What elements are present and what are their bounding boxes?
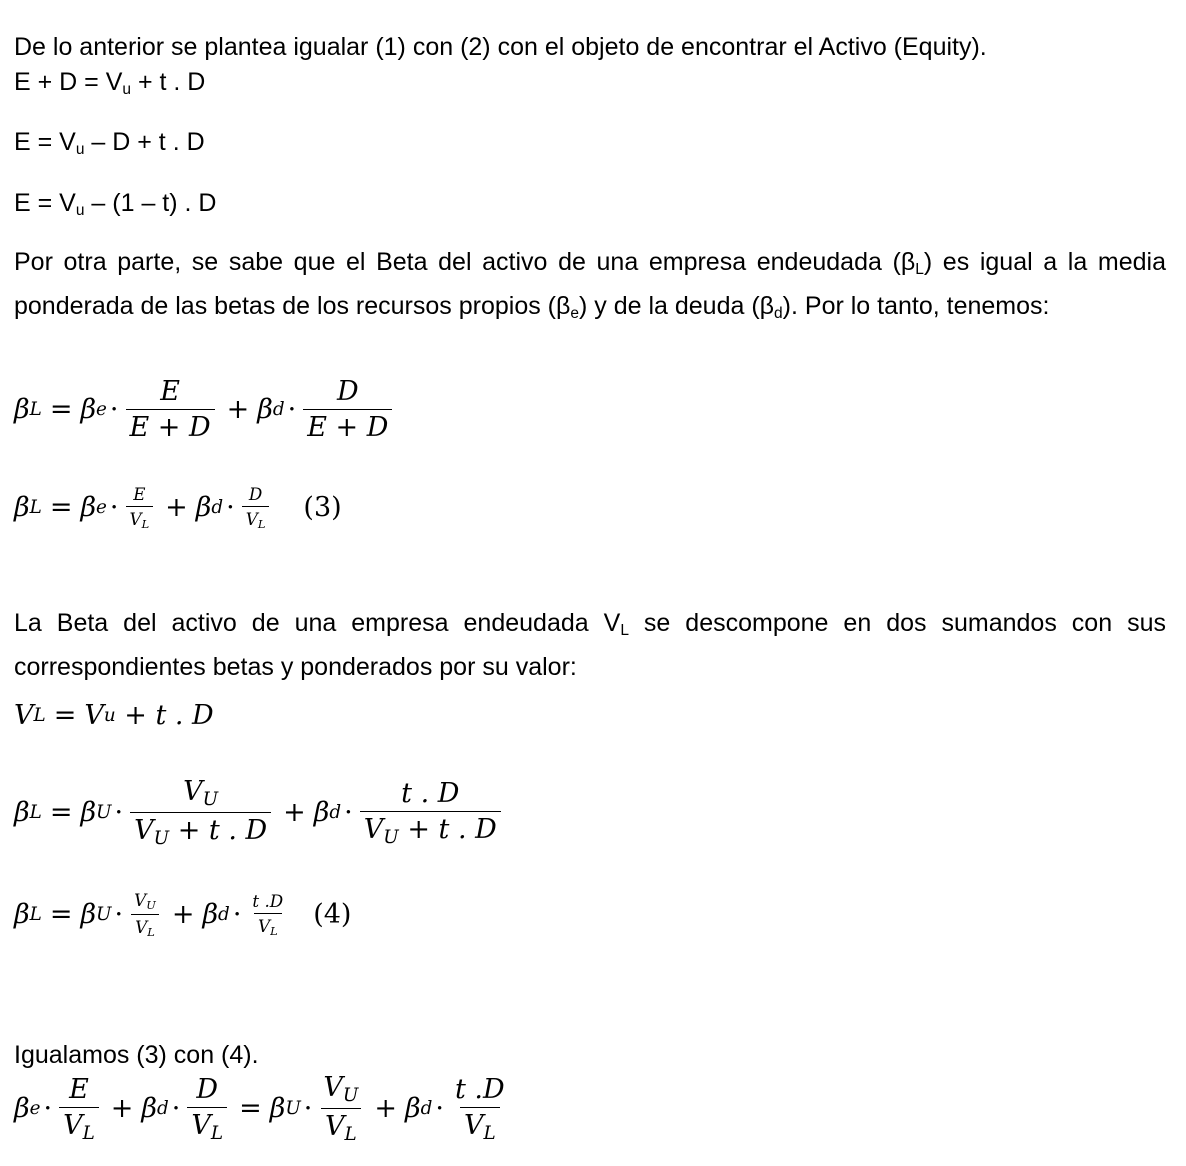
V-symbol: V — [84, 700, 104, 731]
eq1-part-a: E + D = V — [14, 68, 123, 96]
math-final-equality — [14, 1072, 513, 1145]
V-symbol: V — [323, 1072, 343, 1103]
fraction-tD-over-VL — [451, 1074, 509, 1144]
V-symbol: V — [191, 1109, 211, 1141]
equals-sign: = — [49, 899, 73, 931]
sub-U: U — [202, 789, 219, 811]
V-symbol: V — [14, 700, 34, 731]
V-symbol: V — [183, 776, 203, 807]
beta-symbol: β — [257, 394, 273, 425]
denominator — [59, 1107, 99, 1144]
p3-text-a: La Beta del activo de una empresa endeudada V — [14, 609, 621, 637]
eq3-part-a: E = V — [14, 189, 76, 217]
dot-operator: · — [109, 492, 119, 524]
p2-text-d: ). Por lo tanto, tenemos: — [782, 291, 1050, 320]
sub-L: L — [210, 1122, 224, 1144]
plus-t-D: + t . D — [398, 813, 497, 845]
sub-L: L — [141, 517, 150, 532]
V-symbol: V — [63, 1109, 83, 1141]
numerator: E — [69, 1073, 89, 1105]
paragraph-equate — [14, 1037, 259, 1073]
fraction-E-over-VL — [59, 1074, 99, 1144]
p3-text-b: se descompone en dos sumandos con sus correspondientes betas y ponderados por su valor: — [14, 609, 1166, 681]
numerator: t . D — [401, 777, 460, 809]
fraction-E-over-VL — [126, 484, 154, 531]
denominator — [460, 1107, 500, 1144]
eq3-subscript: u — [75, 201, 85, 219]
equation-2 — [14, 124, 205, 168]
numerator — [130, 890, 160, 914]
beta-symbol: β — [202, 899, 219, 931]
math-VL-definition — [14, 700, 214, 731]
math-equation-3 — [14, 484, 342, 531]
dot-operator: · — [109, 394, 119, 425]
dot-operator: · — [114, 899, 124, 931]
plus-sign: + — [374, 1093, 397, 1125]
eq2-part-a: E = V — [14, 128, 76, 156]
numerator: t .D — [454, 1073, 505, 1105]
eq2-part-b: – D + t . D — [84, 128, 205, 156]
sub-L: L — [483, 1122, 496, 1144]
sub-U: U — [383, 826, 399, 848]
numerator — [319, 1072, 362, 1108]
denominator — [242, 506, 270, 531]
equals-sign: = — [53, 700, 77, 731]
sub-d: d — [211, 497, 224, 519]
sub-L: L — [82, 1122, 95, 1144]
V-symbol: V — [134, 815, 154, 847]
sub-L: L — [33, 705, 46, 726]
denominator: E + D — [303, 409, 392, 443]
numerator — [179, 776, 222, 812]
fraction-D-over-VL — [187, 1074, 227, 1144]
sub-L: L — [270, 924, 278, 939]
eq3-part-b: – (1 – t) . D — [84, 189, 217, 217]
paragraph-beta-definition — [14, 244, 1166, 332]
denominator — [126, 506, 154, 531]
beta-symbol: β — [14, 492, 30, 524]
eq2-subscript: u — [75, 140, 85, 158]
sub-d: d — [329, 802, 342, 824]
sub-L: L — [29, 399, 42, 420]
V-symbol: V — [135, 917, 148, 938]
denominator — [130, 812, 271, 849]
V-symbol: V — [325, 1111, 345, 1143]
numerator: D — [337, 376, 359, 407]
denominator: E + D — [126, 409, 215, 443]
denominator — [360, 811, 501, 848]
fraction-tD-over-VL — [248, 891, 287, 938]
equals-sign: = — [49, 394, 73, 425]
sub-U: U — [96, 802, 112, 824]
sub-U: U — [96, 904, 112, 926]
equation-number-3: (3) — [303, 492, 342, 524]
V-symbol: V — [245, 509, 258, 529]
sub-L: L — [29, 497, 42, 519]
sub-d: d — [218, 904, 230, 926]
V-symbol: V — [257, 916, 271, 937]
dot-operator: · — [171, 1093, 181, 1125]
equation-3 — [14, 185, 216, 229]
sub-d: d — [157, 1098, 169, 1120]
equation-number-4: (4) — [313, 899, 352, 931]
dot-operator: · — [43, 1093, 53, 1125]
sub-u: u — [103, 705, 116, 726]
fraction-D-over-E-plus-D — [303, 376, 392, 443]
sub-e: e — [96, 399, 107, 420]
math-equation-4 — [14, 890, 351, 939]
beta-symbol: β — [80, 797, 97, 829]
numerator: D — [196, 1073, 219, 1105]
dot-operator: · — [114, 797, 124, 829]
fraction-VU-over-VU-plus-tD — [130, 776, 271, 849]
equation-1 — [14, 64, 205, 108]
numerator: D — [248, 484, 263, 504]
sub-L: L — [147, 925, 155, 940]
sub-U: U — [342, 1085, 359, 1107]
sub-e: e — [96, 497, 107, 519]
beta-symbol: β — [14, 899, 30, 931]
sub-L: L — [29, 904, 42, 926]
p2-text-b: ) es igual a la media ponderada de las betas de los recursos propios (β — [14, 248, 1166, 320]
beta-symbol: β — [80, 394, 97, 425]
sub-d: d — [272, 399, 285, 420]
denominator — [321, 1108, 361, 1145]
sub-U: U — [146, 898, 156, 913]
p3-sub-L: L — [620, 621, 629, 639]
beta-symbol: β — [80, 492, 97, 524]
plus-sign: + — [226, 394, 250, 425]
fraction-VU-over-VL — [319, 1072, 362, 1145]
equals-sign: = — [239, 1093, 262, 1125]
dot-operator: · — [303, 1093, 313, 1125]
paragraph-intro — [14, 29, 987, 65]
eq1-part-b: + t . D — [131, 68, 206, 96]
sub-L: L — [257, 517, 266, 532]
beta-symbol: β — [313, 797, 330, 829]
numerator: E — [160, 376, 180, 407]
equals-sign: = — [49, 492, 73, 524]
fraction-E-over-E-plus-D — [126, 376, 215, 443]
paragraph-equate-text: Igualamos (3) con (4). — [14, 1041, 259, 1069]
beta-symbol: β — [405, 1093, 421, 1125]
plus-t-D: + t . D — [115, 700, 214, 731]
plus-sign: + — [165, 492, 188, 524]
dot-operator: · — [232, 899, 242, 931]
V-symbol: V — [134, 890, 147, 910]
V-symbol: V — [463, 1109, 484, 1141]
plus-sign: + — [110, 1093, 134, 1125]
dot-operator: · — [435, 1093, 444, 1125]
fraction-tD-over-VU-plus-tD — [360, 778, 501, 848]
sub-d: d — [420, 1098, 433, 1120]
sub-U: U — [285, 1098, 301, 1120]
sub-L: L — [344, 1124, 357, 1146]
beta-symbol: β — [80, 899, 97, 931]
p2-text-c: ) y de la deuda (β — [579, 291, 775, 320]
sub-L: L — [29, 802, 42, 824]
math-beta-weighted-e-plus-d — [14, 376, 396, 443]
p2-sub-d: d — [774, 304, 783, 322]
beta-symbol: β — [14, 1093, 30, 1125]
sub-U: U — [153, 828, 170, 850]
denominator — [131, 914, 159, 939]
p2-sub-L: L — [915, 260, 924, 278]
plus-t-D: + t . D — [169, 815, 268, 847]
dot-operator: · — [344, 797, 353, 829]
paragraph-beta-decomposition — [14, 605, 1166, 685]
eq1-subscript: u — [122, 80, 132, 98]
p2-sub-e: e — [570, 304, 579, 322]
denominator — [254, 913, 282, 938]
beta-symbol: β — [195, 492, 212, 524]
plus-sign: + — [283, 797, 306, 829]
dot-operator: · — [287, 394, 297, 425]
numerator: t .D — [252, 891, 284, 912]
beta-symbol: β — [269, 1093, 286, 1125]
sub-e: e — [29, 1098, 41, 1120]
p2-text-a: Por otra parte, se sabe que el Beta del activo de una empresa endeudada (β — [14, 248, 916, 276]
fraction-D-over-VL — [242, 484, 270, 531]
denominator — [187, 1107, 227, 1144]
plus-sign: + — [171, 899, 195, 931]
math-beta-weighted-VU — [14, 776, 505, 849]
beta-symbol: β — [141, 1093, 158, 1125]
equals-sign: = — [49, 797, 73, 829]
numerator: E — [133, 484, 146, 504]
beta-symbol: β — [14, 797, 30, 829]
V-symbol: V — [363, 813, 384, 845]
beta-symbol: β — [14, 394, 30, 425]
fraction-VU-over-VL — [130, 890, 160, 939]
V-symbol: V — [129, 509, 142, 529]
paragraph-intro-text: De lo anterior se plantea igualar (1) con (2) con el objeto de encontrar el Activo (Equity). — [14, 33, 987, 61]
dot-operator: · — [226, 492, 235, 524]
